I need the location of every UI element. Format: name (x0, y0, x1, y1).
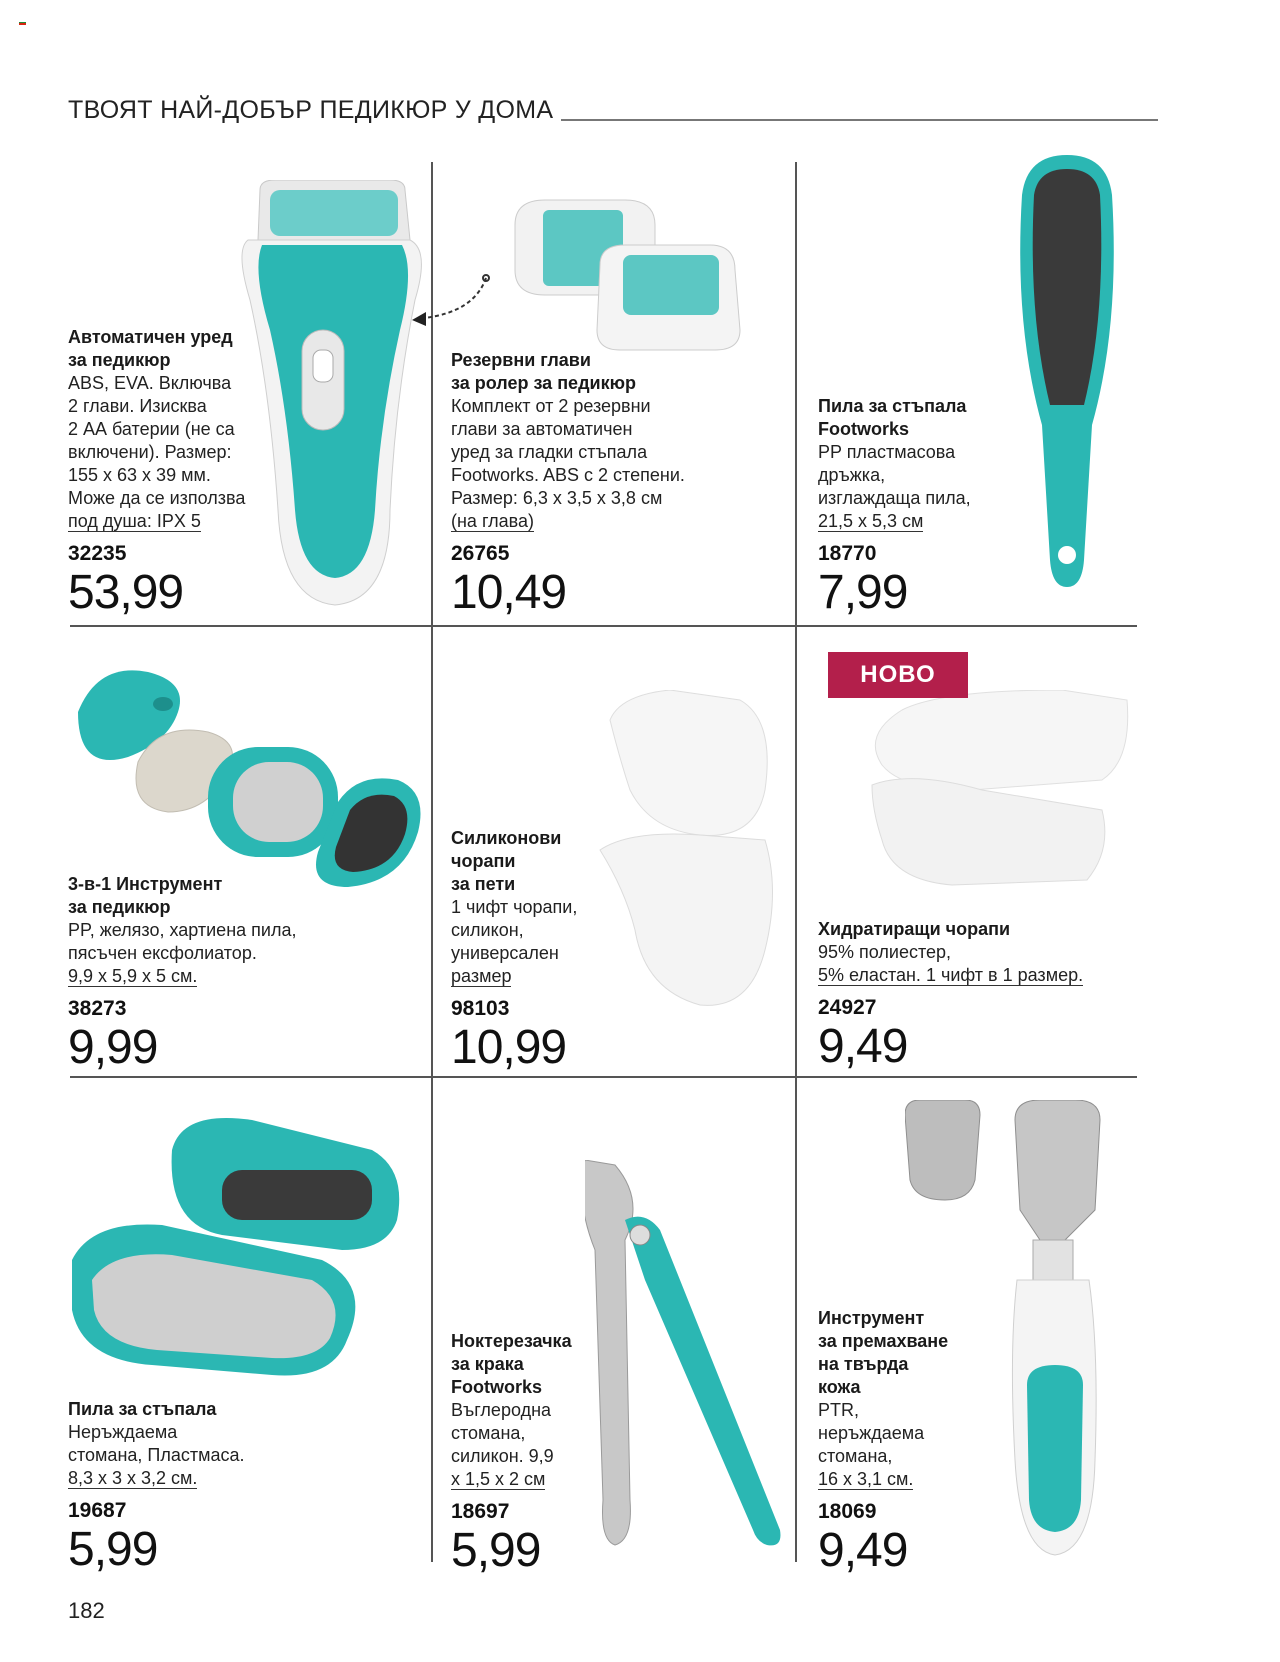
product-description-underlined: х 1,5 х 2 см (451, 1469, 546, 1489)
product-price: 7,99 (818, 566, 908, 619)
product-description: PP пластмасова дръжка, изглаждаща пила, (818, 442, 971, 508)
product-price: 5,99 (68, 1523, 158, 1576)
pedicure-kit-icon (68, 662, 428, 902)
product-price: 9,99 (68, 1021, 158, 1074)
column-divider (431, 162, 433, 1562)
product-code: 18069 (818, 1500, 877, 1523)
product-description: Неръждаема стомана, Пластмаса. (68, 1422, 245, 1465)
product-card (68, 873, 408, 1074)
product-card (68, 326, 288, 619)
product-card (451, 1330, 621, 1577)
product-description: ABS, EVA. Включва 2 глави. Изисква 2 АА батерии (не са включени). Размер: 155 х 63 х 39 мм. Може да се използва (68, 373, 246, 508)
new-badge: НОВО (828, 652, 968, 698)
product-price: 53,99 (68, 566, 184, 619)
product-name: Пила за стъпала Footworks (818, 396, 967, 439)
product-description: 1 чифт чорапи, силикон, универсален (451, 897, 578, 963)
product-name: 3-в-1 Инструмент за педикюр (68, 874, 223, 917)
product-price: 9,49 (818, 1020, 908, 1073)
socks-icon (862, 690, 1132, 890)
foot-file-icon (1012, 155, 1122, 595)
product-name: Автоматичен уред за педикюр (68, 327, 233, 370)
product-code: 18770 (818, 542, 877, 565)
product-name: Пила за стъпала (68, 1399, 217, 1419)
product-card (818, 918, 1148, 1073)
product-price: 10,49 (451, 566, 567, 619)
product-code: 18697 (451, 1500, 510, 1523)
row-divider (70, 1076, 1137, 1078)
product-card (818, 395, 1018, 619)
product-name: Инструмент за премахване на твърда кожа (818, 1308, 949, 1397)
product-description-underlined: 21,5 х 5,3 см (818, 511, 924, 531)
product-price: 10,99 (451, 1021, 567, 1074)
product-code: 19687 (68, 1499, 127, 1522)
roller-heads-icon (505, 185, 745, 355)
page-header (68, 92, 1158, 128)
product-code: 26765 (451, 542, 510, 565)
product-price: 9,49 (818, 1524, 908, 1577)
product-description: Въглеродна стомана, силикон. 9,9 (451, 1400, 554, 1466)
product-description: Комплект от 2 резервни глави за автоматичен уред за гладки стъпала Footworks. ABS с 2 степени. Размер: 6,3 х 3,5 х 3,8 см (451, 396, 685, 508)
language-flag-icon (19, 20, 26, 25)
product-card (451, 827, 651, 1074)
page-number: 182 (68, 1598, 105, 1623)
product-description: 95% полиестер, (818, 942, 952, 962)
product-description: PP, желязо, хартиена пила, пясъчен ексфолиатор. (68, 920, 297, 963)
product-name: Резервни глави за ролер за педикюр (451, 350, 636, 393)
steel-file-icon (72, 1110, 412, 1390)
page-title: ТВОЯТ НАЙ-ДОБЪР ПЕДИКЮР У ДОМА (68, 96, 561, 125)
product-name: Хидратиращи чорапи (818, 919, 1011, 939)
product-description-underlined: 5% еластан. 1 чифт в 1 размер. (818, 965, 1084, 985)
product-code: 38273 (68, 997, 127, 1020)
product-description: PTR, неръждаема стомана, (818, 1400, 925, 1466)
product-description-underlined: (на глава) (451, 511, 534, 531)
product-card (68, 1398, 328, 1576)
product-code: 32235 (68, 542, 127, 565)
product-description-underlined: под душа: IPX 5 (68, 511, 201, 531)
product-description-underlined: 9,9 х 5,9 х 5 см. (68, 966, 198, 986)
product-card (818, 1307, 988, 1577)
row-divider (70, 625, 1137, 627)
product-name: Ноктерезачка за крака Footworks (451, 1331, 572, 1397)
arrow-icon (404, 272, 494, 332)
product-description-underlined: 16 х 3,1 см. (818, 1469, 914, 1489)
product-price: 5,99 (451, 1524, 541, 1577)
product-code: 98103 (451, 997, 510, 1020)
product-description-underlined: 8,3 х 3 х 3,2 см. (68, 1468, 198, 1488)
column-divider (795, 162, 797, 1562)
product-card (451, 349, 771, 619)
product-code: 24927 (818, 996, 877, 1019)
product-name: Силиконови чорапи за пети (451, 828, 562, 894)
product-description-underlined: размер (451, 966, 512, 986)
